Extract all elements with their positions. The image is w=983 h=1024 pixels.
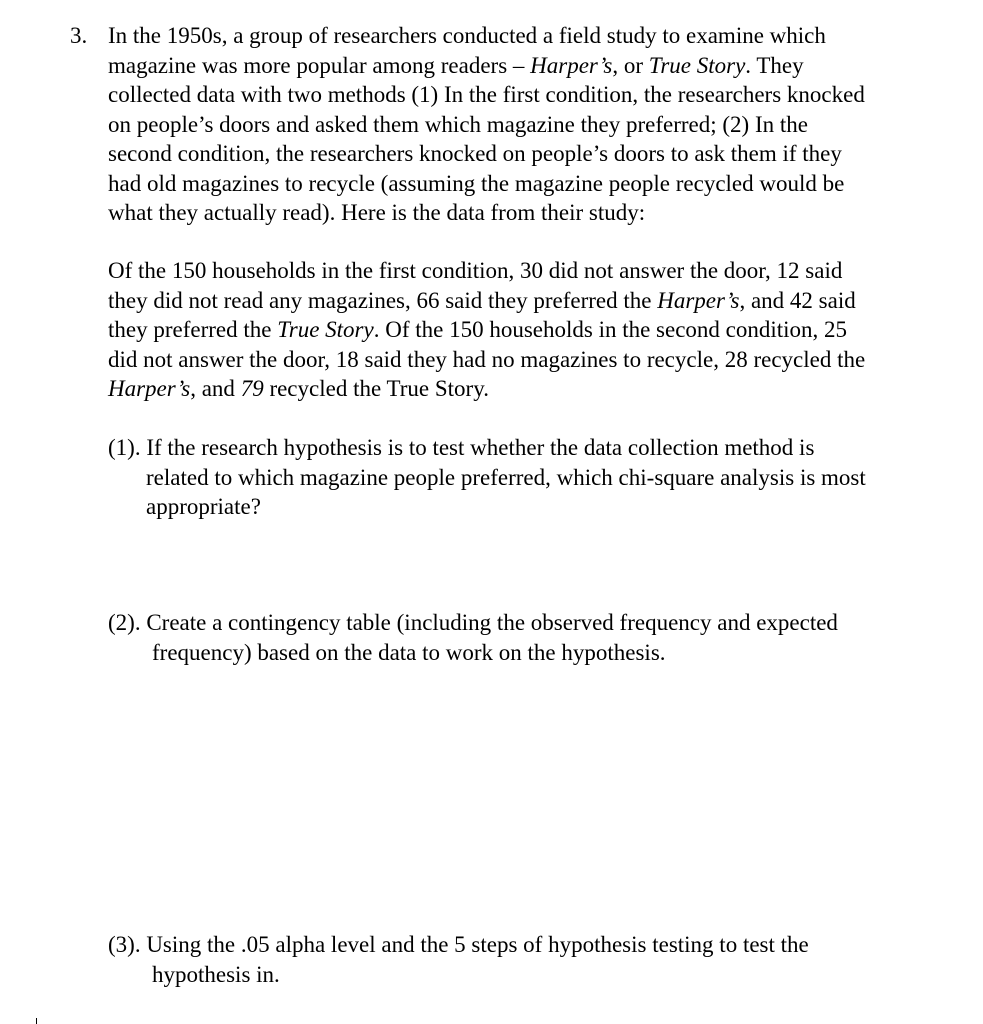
text-line — [108, 256, 968, 286]
question-number: 3. — [70, 23, 88, 48]
text-line — [108, 286, 968, 316]
subquestion-text-line: frequency) based on the data to work on the hypothesis. — [152, 639, 666, 665]
subquestion-text-line: related to which magazine people preferred, which chi-square analysis is most — [146, 464, 866, 490]
text-line — [108, 139, 968, 169]
text-run: what they actually read). Here is the data from their study: — [108, 200, 646, 225]
subquestion-text-first-line: (1). If the research hypothesis is to test whether the data collection method is — [108, 435, 815, 460]
text-run: they did not read any magazines, 66 said they preferred the — [108, 287, 658, 313]
text-run: . They — [745, 52, 804, 78]
text-run: Of the 150 households in the first condition, 30 did not answer the door, 12 said — [108, 258, 843, 283]
text-run: collected data with two methods (1) In the first condition, the researchers knocked — [108, 82, 865, 107]
italic-text-run: 79 — [240, 376, 264, 401]
text-line — [108, 374, 968, 404]
text-run: , and 42 said — [739, 287, 856, 313]
question-intro-paragraph — [108, 21, 968, 228]
page-margin-mark — [36, 1018, 37, 1024]
text-run: had old magazines to recycle (assuming the magazine people recycled would be — [108, 170, 845, 196]
text-line — [108, 198, 968, 228]
subquestion-text-first-line: (3). Using the .05 alpha level and the 5 steps of hypothesis testing to test the — [108, 932, 809, 957]
study-data-paragraph — [108, 256, 968, 404]
text-run: , or — [612, 52, 649, 78]
text-run: magazine was more popular among readers – — [108, 52, 531, 78]
text-line — [108, 21, 968, 51]
italic-text-run: True Story — [648, 52, 746, 78]
text-run: In the 1950s, a group of researchers conducted a field study to examine which — [108, 23, 826, 48]
text-run: , and — [190, 376, 241, 401]
text-run: . Of the 150 households in the second condition, 25 — [373, 317, 848, 342]
text-run: recycled the True Story. — [263, 376, 489, 401]
subquestion-text-line: hypothesis in. — [152, 961, 280, 987]
italic-text-run: Harper’s — [108, 376, 191, 401]
text-line — [108, 169, 968, 199]
text-run: second condition, the researchers knocked on people’s doors to ask them if they — [108, 141, 842, 166]
italic-text-run: True Story — [277, 317, 374, 342]
text-run: they preferred the — [108, 317, 278, 342]
subquestion-text-line: appropriate? — [146, 494, 261, 519]
text-run: did not answer the door, 18 said they had no magazines to recycle, 28 recycled the — [108, 346, 866, 372]
text-line — [108, 80, 968, 110]
italic-text-run: Harper’s — [657, 287, 740, 313]
text-run: on people’s doors and asked them which magazine they preferred; (2) In the — [108, 111, 808, 137]
text-line — [108, 51, 968, 81]
text-line — [108, 110, 968, 140]
subquestion-1 — [108, 433, 968, 522]
italic-text-run: Harper’s — [530, 52, 613, 78]
subquestion-text-first-line: (2). Create a contingency table (including the observed frequency and expected — [108, 610, 838, 635]
subquestion-2 — [108, 608, 968, 667]
text-line — [108, 345, 968, 375]
subquestion-3 — [108, 930, 968, 989]
text-line — [108, 315, 968, 345]
